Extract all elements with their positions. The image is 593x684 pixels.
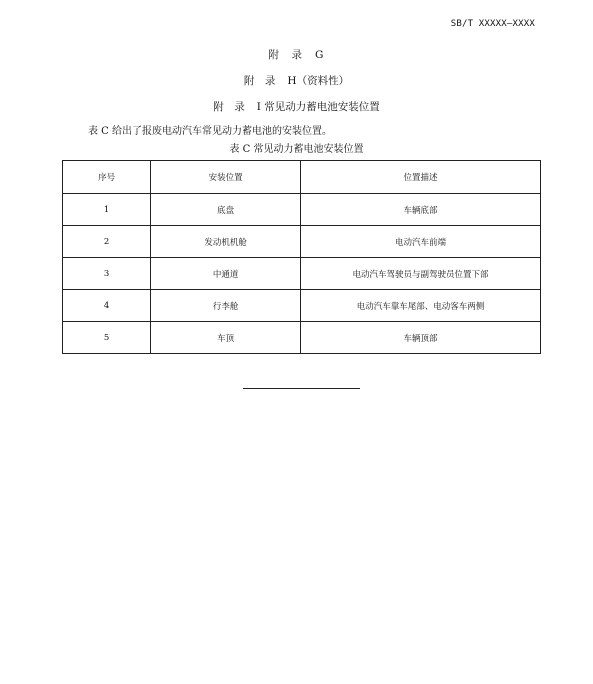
appendix-h-heading	[0, 73, 593, 88]
appendix-h-prefix: 附 录	[243, 75, 276, 87]
header-position-description: 位置描述	[301, 161, 541, 194]
header-install-position: 安装位置	[151, 161, 301, 194]
appendix-i-prefix: 附 录	[213, 101, 245, 113]
table-row	[63, 322, 541, 354]
table-row	[63, 226, 541, 258]
row-position-description: 车辆底部	[301, 194, 541, 226]
battery-position-table	[62, 160, 541, 354]
row-index: 2	[63, 226, 151, 258]
row-install-position: 发动机机舱	[151, 226, 301, 258]
appendix-h-letter: H	[287, 75, 297, 87]
table-header-row	[63, 161, 541, 194]
row-index: 1	[63, 194, 151, 226]
row-position-description: 电动汽车驾驶员与副驾驶员位置下部	[301, 258, 541, 290]
row-install-position: 车顶	[151, 322, 301, 354]
end-of-document-rule	[243, 388, 360, 389]
row-position-description: 电动汽车前端	[301, 226, 541, 258]
appendix-i-title: 常见动力蓄电池安装位置	[264, 101, 380, 113]
table-row	[63, 290, 541, 322]
header-index: 序号	[63, 161, 151, 194]
table-caption: 表 C 常见动力蓄电池安装位置	[229, 144, 364, 155]
appendix-h-note: （资料性）	[296, 75, 350, 87]
row-position-description: 电动汽车靠车尾部、电动客车两侧	[301, 290, 541, 322]
appendix-i-heading	[0, 99, 593, 114]
row-install-position: 行李舱	[151, 290, 301, 322]
appendix-g-prefix: 附 录	[268, 49, 304, 61]
appendix-g-letter: G	[315, 49, 325, 61]
table-row	[63, 194, 541, 226]
row-install-position: 底盘	[151, 194, 301, 226]
intro-paragraph: 表 C 给出了报废电动汽车常见动力蓄电池的安装位置。	[88, 126, 333, 137]
row-position-description: 车辆顶部	[301, 322, 541, 354]
appendix-g-heading	[0, 47, 593, 62]
appendix-i-letter: I	[256, 101, 261, 113]
row-index: 4	[63, 290, 151, 322]
row-index: 5	[63, 322, 151, 354]
standard-code: SB/T XXXXX—XXXX	[450, 19, 535, 29]
table-row	[63, 258, 541, 290]
row-index: 3	[63, 258, 151, 290]
row-install-position: 中通道	[151, 258, 301, 290]
